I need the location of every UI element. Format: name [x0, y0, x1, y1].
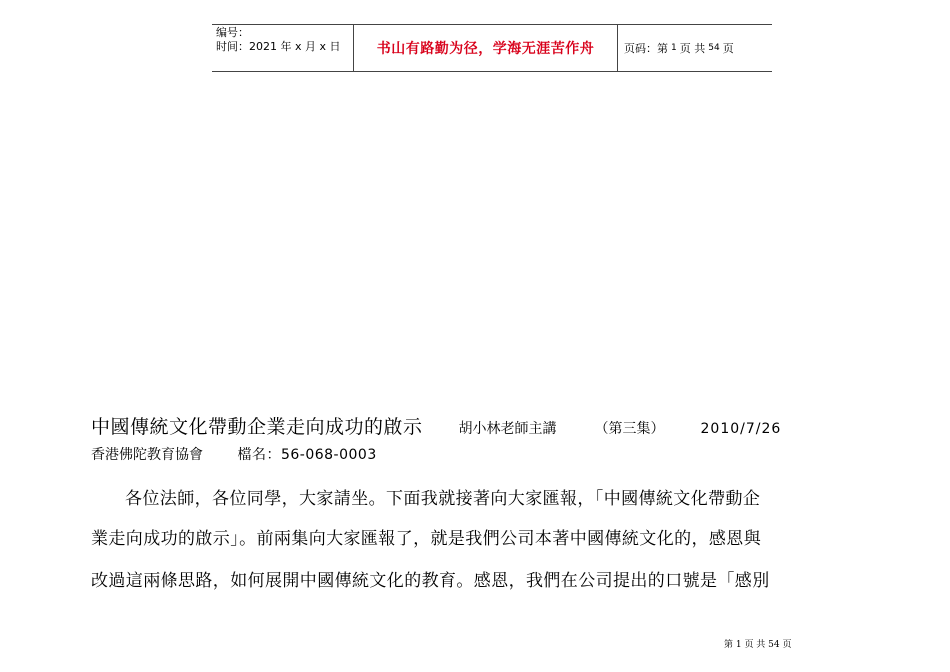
- page-suffix: 页: [722, 42, 734, 55]
- file-number: 檔名：56-068-0003: [237, 447, 377, 463]
- motto-text: 书山有路勤为径，学海无涯苦作舟: [376, 41, 595, 57]
- date: 2010/7/26: [700, 421, 782, 437]
- body-paragraph-line-2: 業走向成功的啟示」。前兩集向大家匯報了，就是我們公司本著中國傳統文化的，感恩與: [91, 529, 762, 549]
- page-footer: 第 1 页 共 54 页: [724, 640, 792, 650]
- header-motto: [354, 25, 618, 71]
- header-meta: [212, 25, 354, 71]
- page-mid: 页 共: [679, 42, 706, 55]
- document-header: [212, 24, 772, 72]
- page-total: 54: [708, 43, 720, 53]
- time-label: 时间：2021 年 x 月 x 日: [216, 40, 341, 53]
- episode: （第三集）: [594, 421, 665, 437]
- page-title: 中國傳統文化帶動企業走向成功的啟示: [91, 416, 423, 438]
- id-label: 编号：: [216, 26, 249, 39]
- title-line: [91, 412, 781, 439]
- subtitle-line: [91, 444, 377, 464]
- body-paragraph-line-3: 改過這兩條思路，如何展開中國傳統文化的教育。感恩，我們在公司提出的口號是「感別: [91, 571, 770, 591]
- speaker: 胡小林老師主講: [458, 421, 557, 437]
- page-number: 1: [671, 43, 677, 53]
- organization: 香港佛陀教育協會: [91, 447, 203, 463]
- header-page-info: [618, 25, 772, 71]
- page-prefix: 页码：第: [624, 42, 668, 55]
- body-paragraph-line-1: 各位法師，各位同學，大家請坐。下面我就接著向大家匯報，「中國傳統文化帶動企: [125, 489, 761, 509]
